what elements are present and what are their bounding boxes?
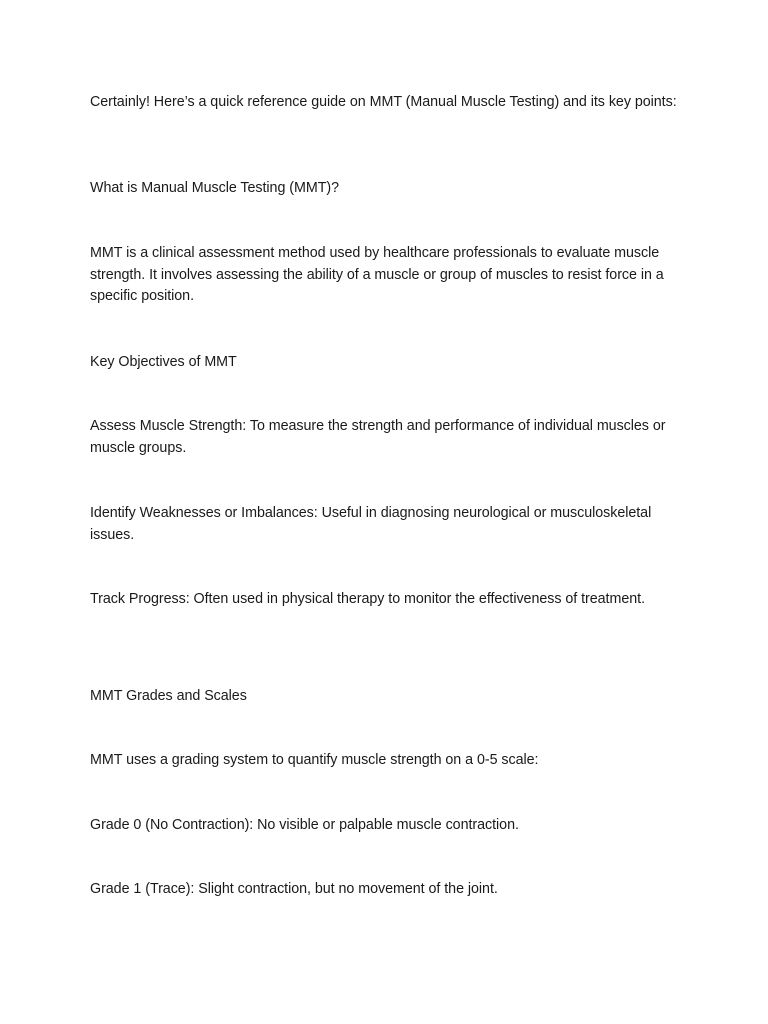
intro-paragraph: Certainly! Here’s a quick reference guide on MMT (Manual Muscle Testing) and its key points:: [90, 94, 677, 110]
objective-assess-strength: Assess Muscle Strength: To measure the strength and performance of individual muscles or muscle groups.: [90, 418, 666, 456]
objective-identify-weaknesses: Identify Weaknesses or Imbalances: Useful in diagnosing neurological or musculoskeletal issues.: [90, 505, 652, 543]
definition-paragraph: MMT is a clinical assessment method used by healthcare professionals to evaluate muscle strength. It involves assessing the ability of a muscle or group of muscles to resist force in a specific position.: [90, 245, 664, 305]
grade-1-item: Grade 1 (Trace): Slight contraction, but no movement of the joint.: [90, 881, 498, 897]
key-objectives-heading: Key Objectives of MMT: [90, 354, 237, 370]
grades-heading: MMT Grades and Scales: [90, 688, 247, 704]
what-is-mmt-heading: What is Manual Muscle Testing (MMT)?: [90, 180, 339, 196]
grades-intro-paragraph: MMT uses a grading system to quantify muscle strength on a 0-5 scale:: [90, 752, 539, 768]
objective-track-progress: Track Progress: Often used in physical therapy to monitor the effectiveness of treatment.: [90, 591, 645, 607]
grade-0-item: Grade 0 (No Contraction): No visible or palpable muscle contraction.: [90, 817, 519, 833]
